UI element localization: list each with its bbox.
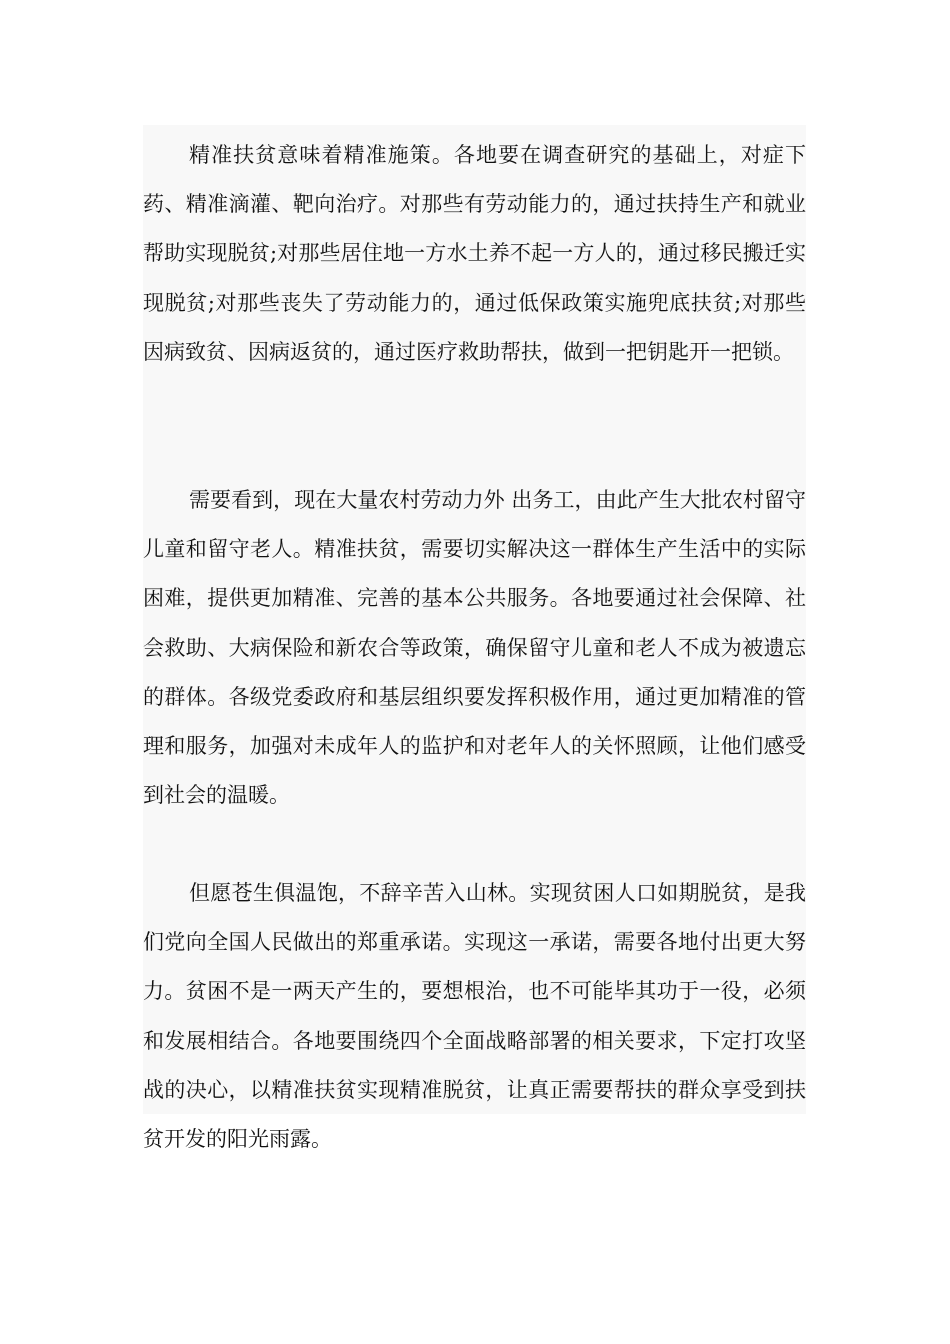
text-block <box>143 125 806 1152</box>
paragraph-poverty-commitment: 但愿苍生俱温饱，不辞辛苦入山林。实现贫困人口如期脱贫，是我们党向全国人民做出的郑重承诺。实现这一承诺，需要各地付出更大努力。贫困不是一两天产生的，要想根治，也不可能毕其功于一役，必须和发展相结合。各地要围绕四个全面战略部署的相关要求，下定打攻坚战的决心，以精准扶贫实现精准脱贫，让真正需要帮扶的群众享受到扶贫开发的阳光雨露。 <box>143 881 806 1152</box>
paragraph-targeted-measures: 精准扶贫意味着精准施策。各地要在调查研究的基础上，对症下药、精准滴灌、靶向治疗。对那些有劳动能力的，通过扶持生产和就业帮助实现脱贫;对那些居住地一方水土养不起一方人的，通过移民搬迁实现脱贫;对那些丧失了劳动能力的，通过低保政策实施兜底扶贫;对那些因病致贫、因病返贫的，通过医疗救助帮扶，做到一把钥匙开一把锁。 <box>143 143 806 364</box>
paragraph-left-behind-groups: 需要看到，现在大量农村劳动力外 出务工，由此产生大批农村留守儿童和留守老人。精准扶贫，需要切实解决这一群体生产生活中的实际困难，提供更加精准、完善的基本公共服务。各地要通过社会保障、社会救助、大病保险和新农合等政策，确保留守儿童和老人不成为被遗忘的群体。各级党委政府和基层组织要发挥积极作用，通过更加精准的管理和服务，加强对未成年人的监护和对老年人的关怀照顾，让他们感受到社会的温暖。 <box>143 488 806 808</box>
